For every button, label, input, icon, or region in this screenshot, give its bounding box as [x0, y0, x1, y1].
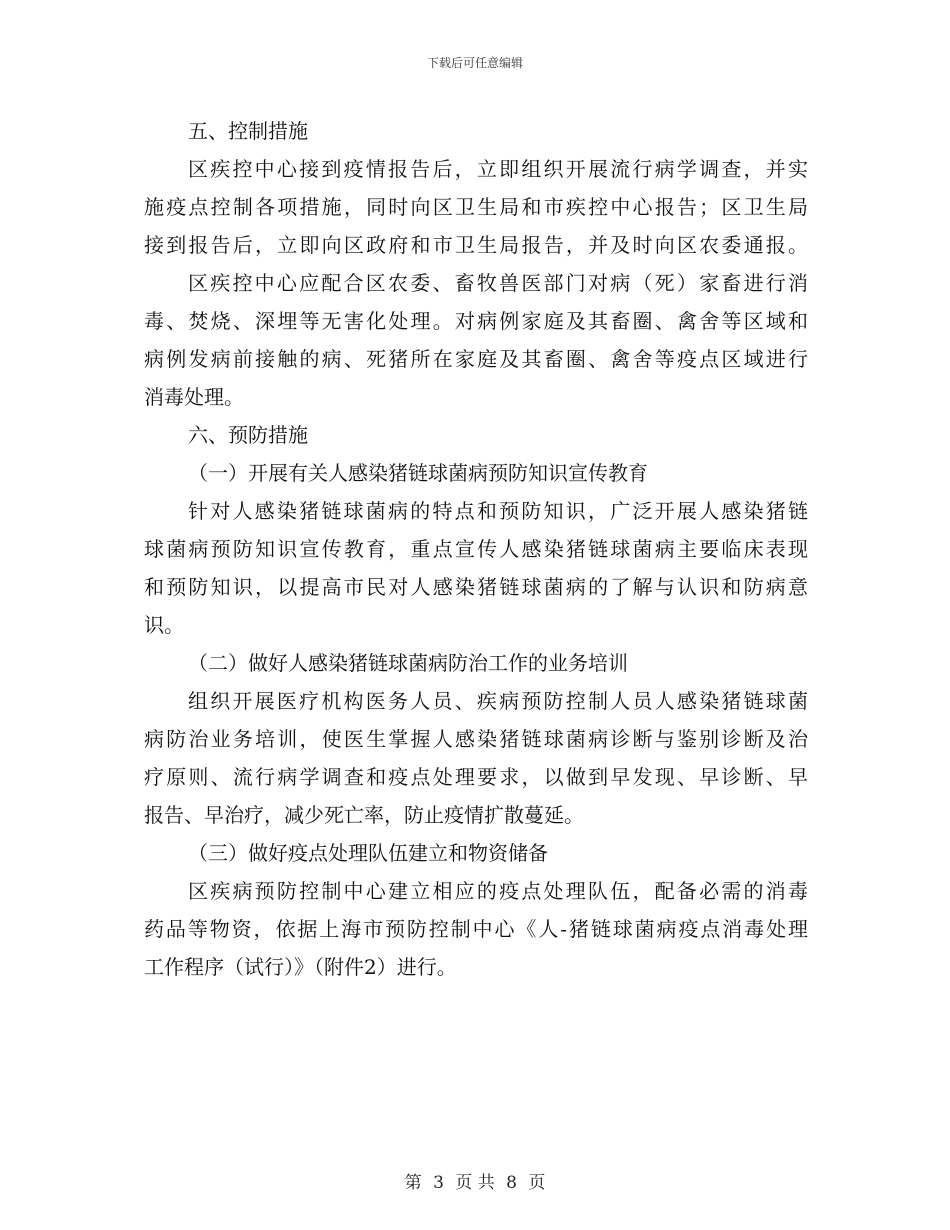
- text-line: 毒、焚烧、深埋等无害化处理。对病例家庭及其畜圈、禽舍等区域和: [144, 309, 808, 333]
- text-line: 疗原则、流行病学调查和疫点处理要求，以做到早发现、早诊断、早: [144, 765, 808, 789]
- subsection-heading: （一）开展有关人感染猪链球菌病预防知识宣传教育: [188, 461, 648, 485]
- text-line: 和预防知识，以提高市民对人感染猪链球菌病的了解与认识和防病意: [144, 575, 808, 599]
- text-line: 药品等物资，依据上海市预防控制中心《人-猪链球菌病疫点消毒处理: [144, 917, 808, 941]
- text-line: 五、控制措施: [188, 119, 308, 143]
- text-line: 病例发病前接触的病、死猪所在家庭及其畜圈、禽舍等疫点区域进行: [144, 347, 808, 371]
- text-line: 球菌病预防知识宣传教育，重点宣传人感染猪链球菌病主要临床表现: [144, 537, 808, 561]
- text-line: 区疾病预防控制中心建立相应的疫点处理队伍，配备必需的消毒: [188, 879, 808, 903]
- text-line: 报告、早治疗，减少死亡率，防止疫情扩散蔓延。: [144, 803, 584, 827]
- page-header-note: 下载后可任意编辑: [426, 56, 523, 70]
- page-number-footer: [0, 1168, 950, 1193]
- text-line: 接到报告后，立即向区政府和市卫生局报告，并及时向区农委通报。: [144, 233, 808, 257]
- page-current: 3: [433, 1173, 444, 1193]
- text-line: 工作程序（试行）》（附件2）进行。: [144, 955, 457, 979]
- section-heading: 六、预防措施: [188, 423, 308, 447]
- text-line: 区疾控中心接到疫情报告后，立即组织开展流行病学调查，并实: [188, 157, 808, 181]
- subsection-heading: （二）做好人感染猪链球菌病防治工作的业务培训: [188, 651, 628, 675]
- text-line: 针对人感染猪链球菌病的特点和预防知识，广泛开展人感染猪链: [188, 499, 808, 523]
- text-line: 组织开展医疗机构医务人员、疾病预防控制人员人感染猪链球菌: [188, 689, 808, 713]
- page-mid: 页 共: [455, 1173, 495, 1193]
- page-total: 8: [506, 1173, 517, 1193]
- text-line: 识。: [144, 613, 184, 637]
- page-prefix: 第: [404, 1173, 422, 1193]
- document-body: [144, 112, 808, 986]
- subsection-heading: （三）做好疫点处理队伍建立和物资储备: [188, 841, 548, 865]
- text-line: 病防治业务培训，使医生掌握人感染猪链球菌病诊断与鉴别诊断及治: [144, 727, 808, 751]
- text-line: 消毒处理。: [144, 385, 244, 409]
- text-line: 施疫点控制各项措施，同时向区卫生局和市疾控中心报告；区卫生局: [144, 195, 808, 219]
- text-line: 区疾控中心应配合区农委、畜牧兽医部门对病（死）家畜进行消: [188, 271, 808, 295]
- page-suffix: 页: [528, 1173, 546, 1193]
